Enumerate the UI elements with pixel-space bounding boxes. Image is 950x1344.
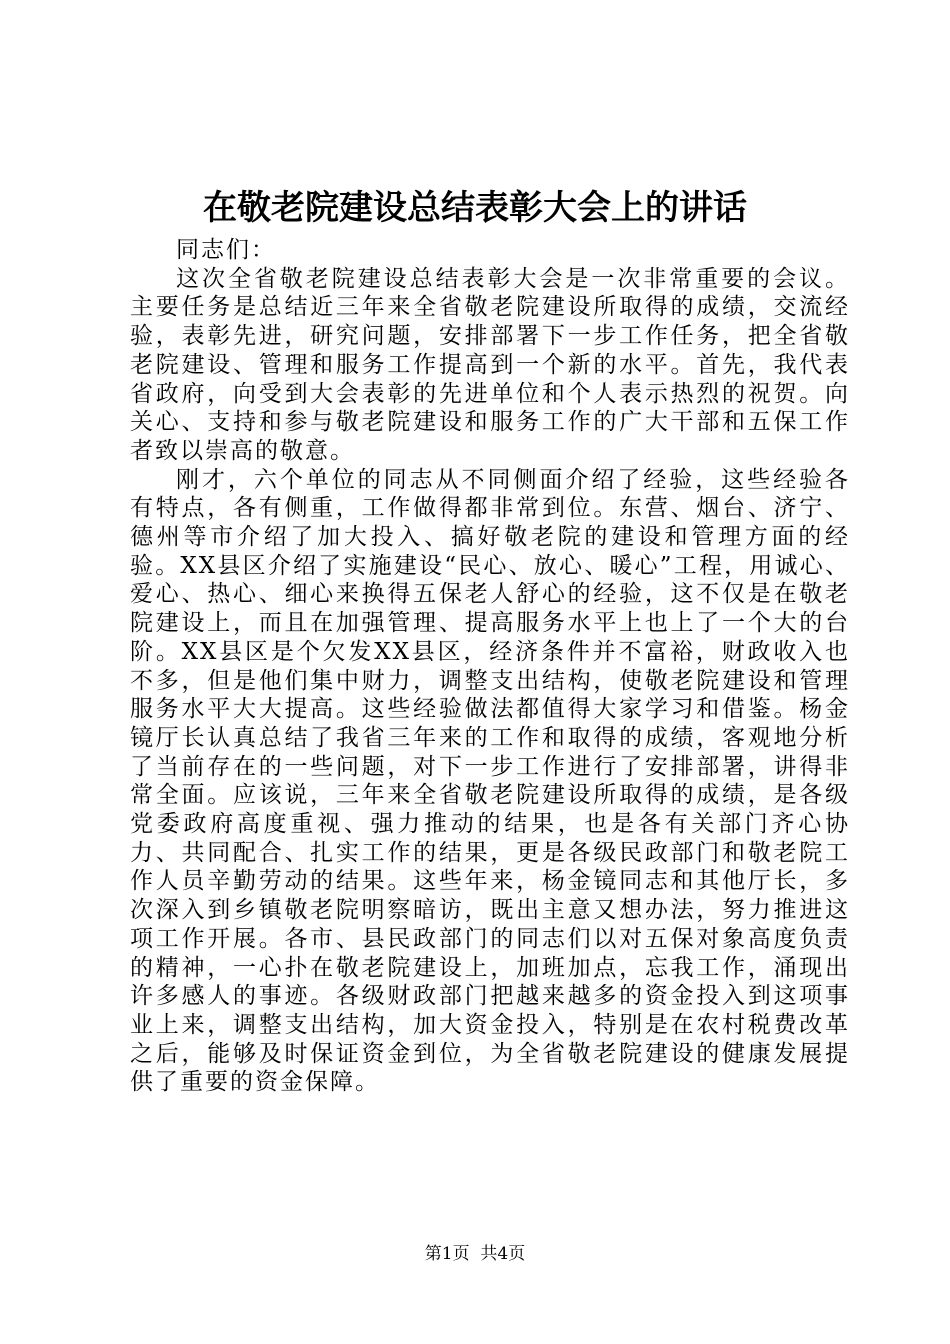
document-title: 在敬老院建设总结表彰大会上的讲话 [203,188,747,228]
paragraph-2: 刚才，六个单位的同志从不同侧面介绍了经验，这些经验各有特点，各有侧重，工作做得都非常到位。东营、烟台、济宁、德州等市介绍了加大投入、搞好敬老院的建设和管理方面的经验。XX县区介绍了实施建设“民心、放心、暖心”工程，用诚心、爱心、热心、细心来换得五保老人舒心的经验，这不仅是在敬老院建设上，而且在加强管理、提高服务水平上也上了一个大的台阶。XX县区是个欠发XX县区，经济条件并不富裕，财政收入也不多，但是他们集中财力，调整支出结构，使敬老院建设和管理服务水平大大提高。这些经验做法都值得大家学习和借鉴。杨金镜厅长认真总结了我省三年来的工作和取得的成绩，客观地分析了当前存在的一些问题，对下一步工作进行了安排部署，讲得非常全面。应该说，三年来全省敬老院建设所取得的成绩，是各级党委政府高度重视、强力推动的结果，也是各有关部门齐心协力、共同配合、扎实工作的结果，更是各级民政部门和敬老院工作人员辛勤劳动的结果。这些年来，杨金镜同志和其他厅长，多次深入到乡镇敬老院明察暗访，既出主意又想办法，努力推进这项工作开展。各市、县民政部门的同志们以对五保对象高度负责的精神，一心扑在敬老院建设上，加班加点，忘我工作，涌现出许多感人的事迹。各级财政部门把越来越多的资金投入到这项事业上来，调整支出结构，加大资金投入，特别是在农村税费改革之后，能够及时保证资金到位，为全省敬老院建设的健康发展提供了重要的资金保障。 [130,466,850,1096]
page-footer [0,1243,950,1265]
page-total: 共4页 [480,1244,526,1264]
paragraph-1: 这次全省敬老院建设总结表彰大会是一次非常重要的会议。主要任务是总结近三年来全省敬老院建设所取得的成绩，交流经验，表彰先进，研究问题，安排部署下一步工作任务，把全省敬老院建设、管理和服务工作提高到一个新的水平。首先，我代表省政府，向受到大会表彰的先进单位和个人表示热烈的祝贺。向关心、支持和参与敬老院建设和服务工作的广大干部和五保工作者致以崇高的敬意。 [130,265,850,464]
page-number: 第1页 [424,1244,470,1264]
document-body [130,236,850,1097]
salutation: 同志们： [176,237,276,263]
